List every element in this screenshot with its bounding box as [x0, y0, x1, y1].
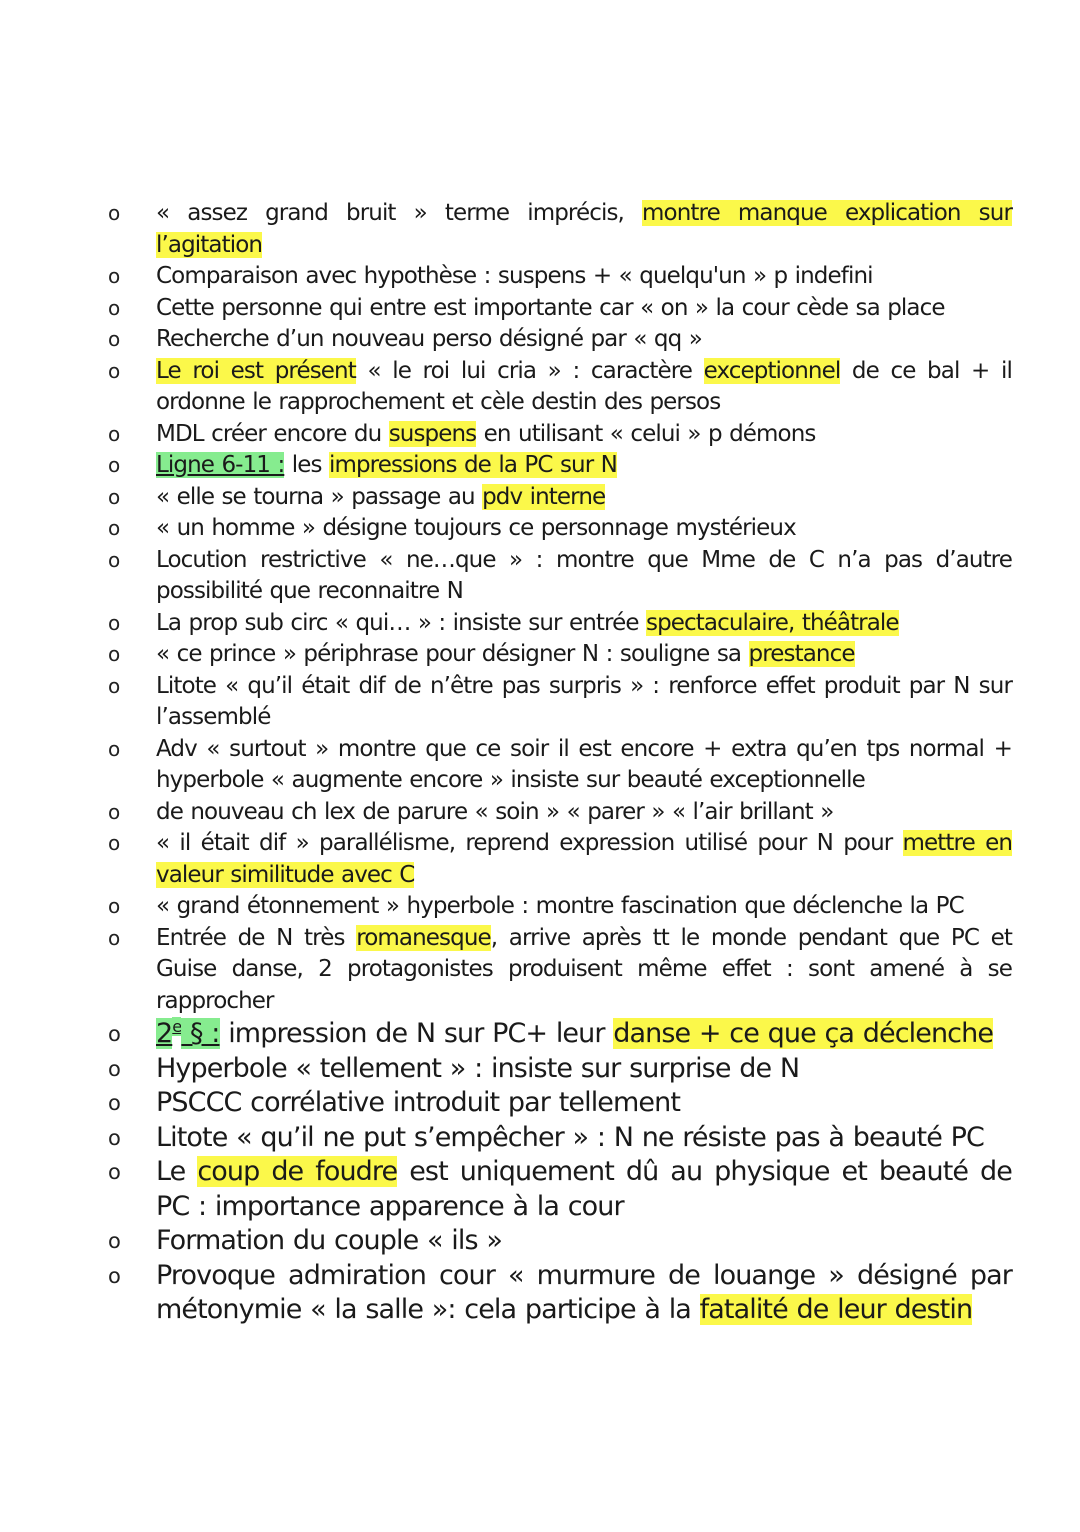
list-item [108, 1155, 1012, 1224]
hollow-bullet-icon: o [108, 1091, 120, 1115]
hollow-bullet-icon: o [108, 831, 120, 855]
list-item [108, 1224, 1012, 1259]
hollow-bullet-icon: o [108, 1125, 120, 1150]
text-segment: de nouveau ch lex de parure « soin » « parer » « l’air brillant » [156, 798, 834, 825]
yellow-highlight: prestance [748, 641, 855, 667]
list-item [108, 923, 1012, 1018]
hollow-bullet-icon: o [108, 295, 120, 320]
list-item [108, 293, 1012, 325]
list-item [108, 1052, 1012, 1087]
text-segment: « le roi lui cria » : caractère [355, 357, 704, 384]
list-item [108, 891, 1012, 923]
hollow-bullet-icon: o [108, 358, 120, 383]
list-item [108, 482, 1012, 514]
text-segment: est uniquement dû au physique et beauté de PC : importance apparence à la cour [156, 1156, 1013, 1222]
text-segment: Provoque admiration cour « murmure de louange » désigné par métonymie « la salle »: cela participe à la [156, 1259, 1012, 1325]
text-segment: Hyperbole « tellement » : insiste sur surprise de N [156, 1052, 800, 1084]
list-item [108, 198, 1012, 261]
list-item [108, 1086, 1012, 1121]
text-segment: MDL créer encore du [156, 420, 389, 447]
hollow-bullet-icon: o [108, 673, 120, 698]
hollow-bullet-icon: o [108, 453, 120, 477]
text-segment: « un homme » désigne toujours ce personnage mystérieux [156, 515, 796, 541]
text-segment: Litote « qu’il était dif de n’être pas surpris » : renforce effet produit par N sur l’assemblé [156, 672, 1012, 730]
hollow-bullet-icon: o [108, 1022, 120, 1046]
list-item [108, 450, 1012, 482]
list-item [108, 261, 1012, 293]
hollow-bullet-icon: o [108, 1263, 120, 1288]
text-segment: « grand étonnement » hyperbole : montre fascination que déclenche la PC [156, 893, 964, 919]
list-item [108, 797, 1012, 829]
text-segment: PSCCC corrélative introduit par tellement [156, 1087, 681, 1118]
list-item [108, 671, 1012, 734]
text-segment: « elle se tourna » passage au [156, 483, 483, 510]
list-item [108, 419, 1012, 451]
text-segment: en utilisant « celui » p démons [476, 420, 816, 447]
text-segment: Litote « qu’il ne put s’empêcher » : N ne résiste pas à beauté PC [156, 1121, 984, 1153]
hollow-bullet-icon: o [108, 201, 120, 225]
list-item [108, 1017, 1012, 1052]
text-segment: , arrive après tt le monde pendant que PC et Guise danse, 2 protagonistes produisent même effet : sont amené à se rapprocher [156, 924, 1012, 1014]
yellow-highlight: romanesque [356, 924, 491, 951]
text-segment: Adv « surtout » montre que ce soir il est encore + extra qu’en tps normal + hyperbole « augmente encore » insiste sur beauté exceptionnelle [156, 735, 1012, 793]
text-segment: Le [156, 1156, 198, 1187]
yellow-highlight: danse + ce que ça déclenche [613, 1018, 994, 1049]
hollow-bullet-icon: o [108, 484, 120, 509]
hollow-bullet-icon: o [108, 1160, 120, 1184]
text-segment: impression de N sur PC+ leur [219, 1018, 614, 1049]
yellow-highlight: coup de foudre [197, 1156, 398, 1187]
yellow-highlight: fatalité de leur destin [699, 1294, 973, 1325]
list-item [108, 356, 1012, 419]
hollow-bullet-icon: o [108, 736, 120, 761]
yellow-highlight: montre manque explication sur l’agitation [156, 200, 1013, 258]
section-heading-highlight: Ligne 6-11 : [156, 452, 285, 478]
text-segment: Locution restrictive « ne…que » : montre que Mme de C n’a pas d’autre possibilité que reconnaitre N [156, 546, 1012, 604]
list-item [108, 545, 1012, 608]
text-segment: La prop sub circ « qui… » : insiste sur entrée [156, 609, 647, 636]
hollow-bullet-icon: o [108, 610, 120, 635]
list-item [108, 1121, 1012, 1156]
list-item [108, 734, 1012, 797]
hollow-bullet-icon: o [108, 327, 120, 351]
hollow-bullet-icon: o [108, 1056, 120, 1081]
yellow-highlight: exceptionnel [703, 357, 841, 384]
yellow-highlight: pdv interne [482, 483, 606, 510]
yellow-highlight: impressions de la PC sur N [328, 452, 617, 478]
section-heading-highlight: 2 [156, 1018, 173, 1049]
hollow-bullet-icon: o [108, 1229, 120, 1253]
text-segment: Entrée de N très [156, 924, 357, 951]
text-segment: les [284, 452, 329, 478]
hollow-bullet-icon: o [108, 894, 120, 918]
list-item [108, 828, 1012, 891]
hollow-bullet-icon: o [108, 516, 120, 540]
hollow-bullet-icon: o [108, 421, 120, 446]
notes-bullet-list [108, 198, 1012, 1328]
text-segment: « assez grand bruit » terme imprécis, [156, 200, 643, 226]
yellow-highlight: spectaculaire, théâtrale [646, 609, 899, 636]
yellow-highlight: Le roi est présent [156, 357, 356, 384]
list-item [108, 1259, 1012, 1328]
text-segment: de ce bal + il ordonne le rapprochement et cèle destin des persos [156, 357, 1012, 415]
text-segment: « ce prince » périphrase pour désigner N : souligne sa [156, 641, 749, 667]
text-segment: Comparaison avec hypothèse : suspens + « quelqu'un » p indefini [156, 263, 873, 289]
hollow-bullet-icon: o [108, 547, 120, 572]
yellow-highlight: mettre en valeur similitude avec C [156, 830, 1012, 888]
text-segment: Recherche d’un nouveau perso désigné par « qq » [156, 326, 702, 352]
hollow-bullet-icon: o [108, 642, 120, 666]
text-segment: Cette personne qui entre est importante car « on » la cour cède sa place [156, 294, 945, 321]
yellow-highlight: suspens [388, 420, 477, 447]
list-item [108, 324, 1012, 356]
list-item [108, 608, 1012, 640]
hollow-bullet-icon: o [108, 264, 120, 288]
text-segment: Formation du couple « ils » [156, 1225, 502, 1256]
list-item [108, 513, 1012, 545]
text-segment: « il était dif » parallélisme, reprend expression utilisé pour N pour [156, 830, 903, 856]
list-item [108, 639, 1012, 671]
hollow-bullet-icon: o [108, 925, 120, 950]
hollow-bullet-icon: o [108, 799, 120, 824]
section-heading-highlight: § : [181, 1018, 220, 1049]
section-heading-highlight: e [172, 1017, 182, 1036]
